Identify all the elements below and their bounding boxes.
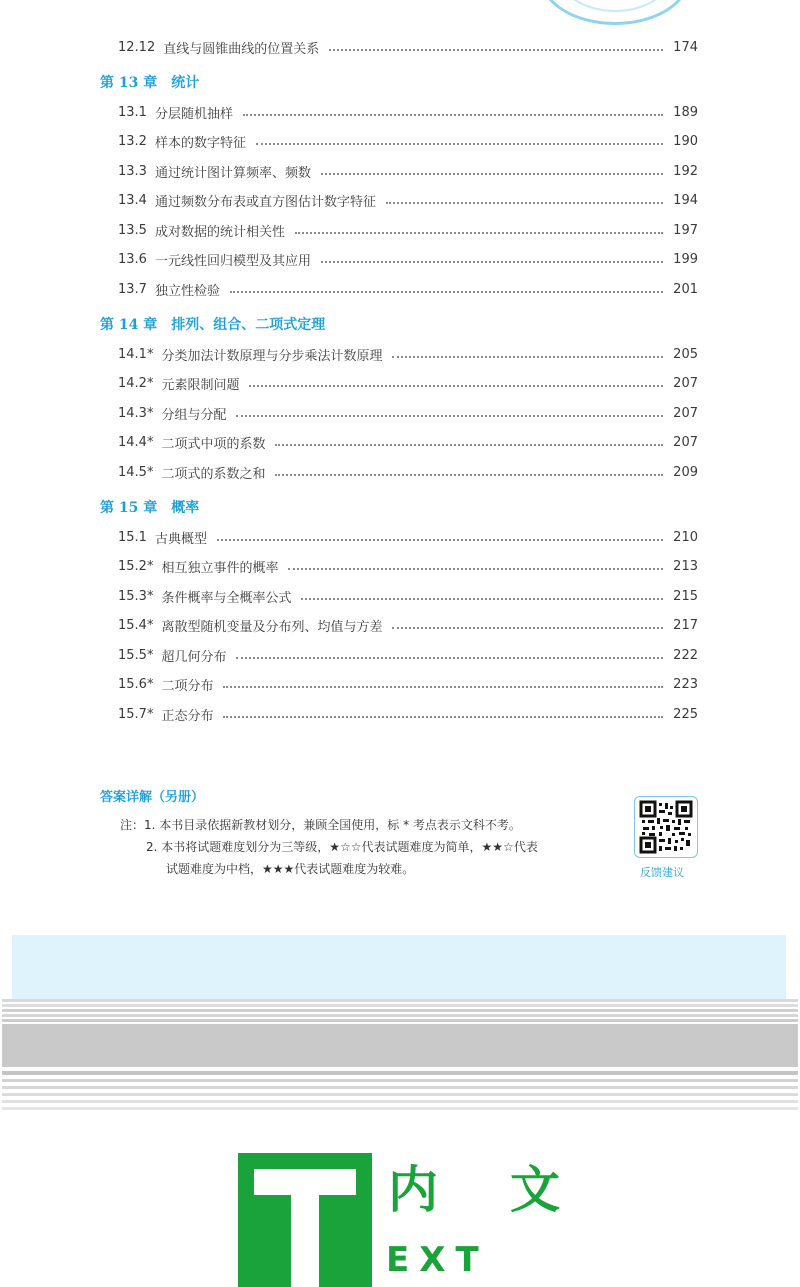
dot-leader xyxy=(386,202,663,204)
feedback-caption[interactable]: 反馈建议 xyxy=(640,866,684,879)
stripe xyxy=(2,1079,798,1082)
toc-entry[interactable] xyxy=(118,403,698,423)
dot-leader xyxy=(321,261,663,263)
dot-leader xyxy=(217,539,663,541)
toc-entry[interactable] xyxy=(118,37,698,57)
dot-leader xyxy=(223,716,663,718)
entry-page: 174 xyxy=(673,39,698,55)
dot-leader xyxy=(275,444,663,446)
toc-entry[interactable] xyxy=(118,645,698,665)
toc-entry[interactable] xyxy=(118,556,698,576)
entry-number: 15.1 xyxy=(118,529,147,545)
toc-entry[interactable] xyxy=(118,220,698,240)
entry-page: 213 xyxy=(673,558,698,574)
entry-number: 14.4* xyxy=(118,434,154,450)
entry-title: 条件概率与全概率公式 xyxy=(161,590,292,606)
note-line-1: 注：1. 本书目录依据新教材划分，兼顾全国使用，标 * 考点表示文科不考。 xyxy=(120,818,521,832)
t-letter-logo xyxy=(238,1153,372,1287)
entry-title: 样本的数字特征 xyxy=(154,135,246,151)
entry-page: 197 xyxy=(673,222,698,238)
toc-entry[interactable] xyxy=(118,674,698,694)
stripe xyxy=(2,1086,798,1089)
entry-number: 12.12 xyxy=(118,39,156,55)
entry-title: 通过频数分布表或直方图估计数字特征 xyxy=(154,194,376,210)
stripe xyxy=(2,1093,798,1096)
toc-entry[interactable] xyxy=(118,344,698,364)
qr-code[interactable] xyxy=(634,796,698,858)
chapter-heading[interactable] xyxy=(100,71,199,93)
chapter-title: 概率 xyxy=(171,500,200,516)
stripe xyxy=(2,1014,798,1017)
entry-page: 189 xyxy=(673,104,698,120)
entry-page: 207 xyxy=(673,405,698,421)
entry-number: 15.5* xyxy=(118,647,154,663)
entry-page: 199 xyxy=(673,251,698,267)
dot-leader xyxy=(275,474,663,476)
entry-page: 210 xyxy=(673,529,698,545)
entry-title: 二项式中项的系数 xyxy=(161,436,266,452)
entry-title: 相互独立事件的概率 xyxy=(161,560,279,576)
toc-entry[interactable] xyxy=(118,373,698,393)
entry-number: 13.4 xyxy=(118,192,147,208)
chapter-label: 第 13 章 xyxy=(100,75,158,91)
chapter-label: 第 14 章 xyxy=(100,317,158,333)
entry-title: 分层随机抽样 xyxy=(154,106,233,122)
toc-entry[interactable] xyxy=(118,279,698,299)
dot-leader xyxy=(236,657,663,659)
stripe xyxy=(2,1024,798,1067)
entry-title: 直线与圆锥曲线的位置关系 xyxy=(163,41,320,57)
toc-entry[interactable] xyxy=(118,615,698,635)
entry-page: 192 xyxy=(673,163,698,179)
toc-entry[interactable] xyxy=(118,131,698,151)
banner-ext: EXT xyxy=(386,1240,489,1280)
entry-page: 225 xyxy=(673,706,698,722)
dot-leader xyxy=(295,232,663,234)
decorative-stripes xyxy=(0,999,800,1112)
chapter-label: 第 15 章 xyxy=(100,500,158,516)
entry-page: 207 xyxy=(673,375,698,391)
note-line-2: 2. 本书将试题难度划分为三等级，★☆☆代表试题难度为简单，★★☆代表 xyxy=(146,840,538,854)
qr-code-icon xyxy=(639,800,693,854)
decorative-blue-band xyxy=(12,935,786,999)
dot-leader xyxy=(256,143,663,145)
entry-number: 13.3 xyxy=(118,163,147,179)
toc-entry[interactable] xyxy=(118,190,698,210)
entry-title: 元素限制问题 xyxy=(161,377,240,393)
toc-entry[interactable] xyxy=(118,161,698,181)
entry-title: 通过统计图计算频率、频数 xyxy=(154,165,311,181)
entry-title: 独立性检验 xyxy=(154,283,220,299)
entry-number: 13.7 xyxy=(118,281,147,297)
dot-leader xyxy=(392,356,663,358)
entry-number: 14.5* xyxy=(118,464,154,480)
dot-leader xyxy=(392,627,663,629)
toc-entry[interactable] xyxy=(118,704,698,724)
entry-number: 13.1 xyxy=(118,104,147,120)
entry-title: 二项式的系数之和 xyxy=(161,466,266,482)
entry-number: 15.6* xyxy=(118,676,154,692)
stripe xyxy=(2,1004,798,1007)
entry-number: 13.6 xyxy=(118,251,147,267)
entry-page: 222 xyxy=(673,647,698,663)
toc-entry[interactable] xyxy=(118,462,698,482)
stripe xyxy=(2,1100,798,1103)
entry-title: 古典概型 xyxy=(154,531,207,547)
toc-entry[interactable] xyxy=(118,527,698,547)
entry-number: 15.7* xyxy=(118,706,154,722)
dot-leader xyxy=(236,415,663,417)
banner-char-wen: 文 xyxy=(510,1161,560,1219)
entry-title: 二项分布 xyxy=(161,678,214,694)
dot-leader xyxy=(223,686,663,688)
toc-entry[interactable] xyxy=(118,249,698,269)
chapter-heading[interactable] xyxy=(100,496,199,518)
entry-page: 217 xyxy=(673,617,698,633)
stripe xyxy=(2,1009,798,1012)
entry-title: 成对数据的统计相关性 xyxy=(154,224,285,240)
entry-number: 15.3* xyxy=(118,588,154,604)
toc-entry[interactable] xyxy=(118,586,698,606)
chapter-title: 统计 xyxy=(171,75,200,91)
entry-page: 223 xyxy=(673,676,698,692)
entry-number: 13.5 xyxy=(118,222,147,238)
answers-heading[interactable]: 答案详解（另册） xyxy=(100,790,205,805)
stripe xyxy=(2,1107,798,1110)
chapter-heading[interactable] xyxy=(100,313,325,335)
entry-number: 14.3* xyxy=(118,405,154,421)
stripe xyxy=(2,1071,798,1075)
entry-number: 15.4* xyxy=(118,617,154,633)
dot-leader xyxy=(321,173,663,175)
entry-page: 205 xyxy=(673,346,698,362)
entry-number: 15.2* xyxy=(118,558,154,574)
entry-title: 一元线性回归模型及其应用 xyxy=(154,253,311,269)
entry-page: 194 xyxy=(673,192,698,208)
entry-title: 分类加法计数原理与分步乘法计数原理 xyxy=(161,348,383,364)
entry-title: 超几何分布 xyxy=(161,649,227,665)
banner-char-nei: 内 xyxy=(388,1161,438,1219)
entry-number: 13.2 xyxy=(118,133,147,149)
note-line-3: 试题难度为中档，★★★代表试题难度为较难。 xyxy=(166,862,415,876)
dot-leader xyxy=(230,291,663,293)
entry-page: 215 xyxy=(673,588,698,604)
stripe xyxy=(2,1019,798,1022)
dot-leader xyxy=(243,114,663,116)
entry-page: 207 xyxy=(673,434,698,450)
entry-page: 201 xyxy=(673,281,698,297)
entry-number: 14.2* xyxy=(118,375,154,391)
entry-title: 离散型随机变量及分布列、均值与方差 xyxy=(161,619,383,635)
entry-title: 正态分布 xyxy=(161,708,214,724)
chapter-title: 排列、组合、二项式定理 xyxy=(171,317,326,333)
stripe xyxy=(2,999,798,1002)
entry-page: 209 xyxy=(673,464,698,480)
dot-leader xyxy=(288,568,663,570)
toc-entry[interactable] xyxy=(118,432,698,452)
dot-leader xyxy=(249,385,663,387)
entry-page: 190 xyxy=(673,133,698,149)
dot-leader xyxy=(301,598,663,600)
entry-title: 分组与分配 xyxy=(161,407,227,423)
toc-entry[interactable] xyxy=(118,102,698,122)
entry-number: 14.1* xyxy=(118,346,154,362)
dot-leader xyxy=(329,49,663,51)
